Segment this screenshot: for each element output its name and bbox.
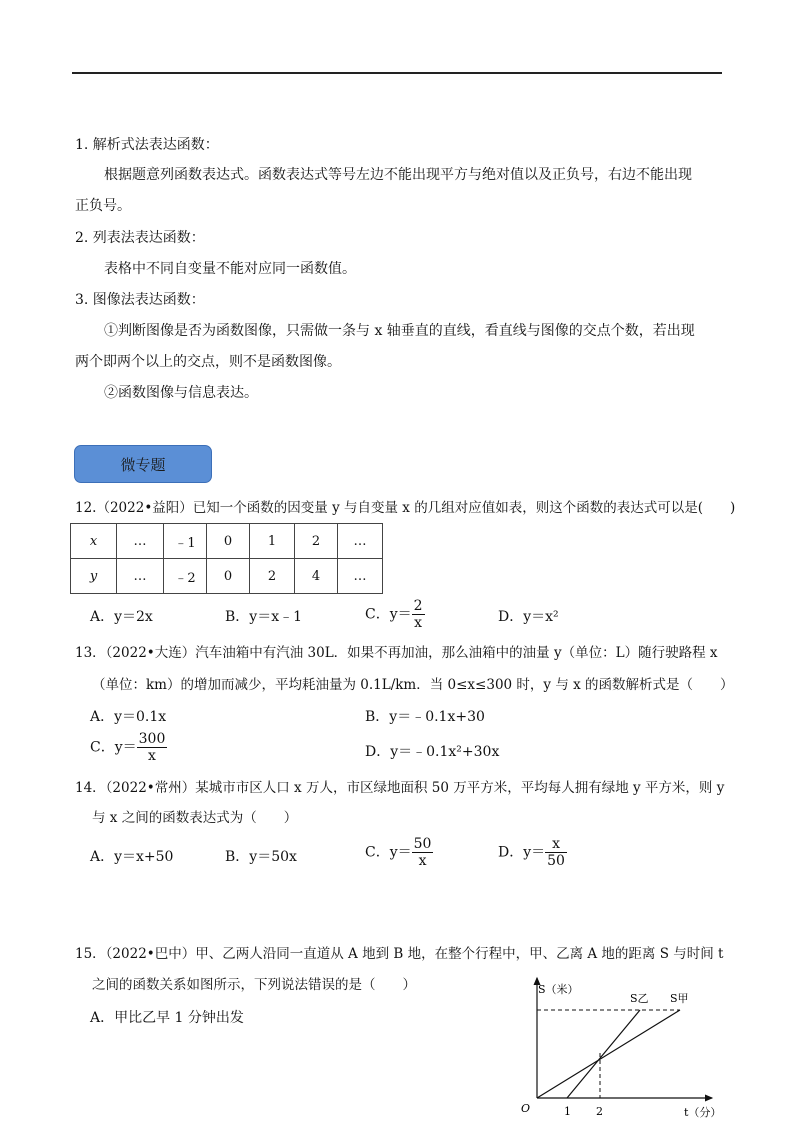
q14-option-c: C．y＝ $\frac{50}{x}$ <box>365 836 432 869</box>
q15-option-a: A．甲比乙早 1 分钟出发 <box>90 1010 244 1026</box>
q12-option-b: B．y＝x﹣1 <box>225 609 302 625</box>
q12-option-d: D．y＝x² <box>498 609 559 625</box>
topic-badge: 微专题 <box>74 445 212 483</box>
q14-option-b: B．y＝50x <box>225 849 297 865</box>
tick-label-1: 1 <box>564 1105 571 1118</box>
section-3-item1-cont: 两个即两个以上的交点，则不是函数图像。 <box>75 354 341 370</box>
tick-label-2: 2 <box>596 1105 603 1118</box>
table-cell: y <box>71 559 117 594</box>
q13-stem: 13．（2022•大连）汽车油箱中有汽油 30L．如果不再加油，那么油箱中的油量 y（单位：L）随行驶路程 x <box>75 645 718 661</box>
section-3-item2: ②函数图像与信息表达。 <box>104 385 258 401</box>
q12-stem: 12.（2022•益阳）已知一个函数的因变量 y 与自变量 x 的几组对应值如表，则这个函数的表达式可以是( ) <box>75 500 736 516</box>
q13-stem-cont: （单位：km）的增加而减少，平均耗油量为 0.1L/km．当 0≤x≤300 时，y 与 x 的函数解析式是（ ） <box>92 677 734 693</box>
section-2-title: 2. 列表法表达函数： <box>75 230 205 246</box>
table-cell: 0 <box>207 559 250 594</box>
table-cell: … <box>338 559 383 594</box>
table-cell: 2 <box>295 524 338 559</box>
table-cell: … <box>117 524 164 559</box>
q14-stem: 14．（2022•常州）某城市市区人口 x 万人，市区绿地面积 50 万平方米，平均每人拥有绿地 y 平方米，则 y <box>75 780 725 796</box>
table-cell: 2 <box>250 559 295 594</box>
table-cell: 0 <box>207 524 250 559</box>
q13-option-c: C．y＝ $\frac{300}{x}$ <box>90 731 166 764</box>
line-s-yi <box>567 1010 640 1098</box>
table-cell: 4 <box>295 559 338 594</box>
table-cell: ﹣1 <box>164 524 207 559</box>
q12-option-a: A．y＝2x <box>90 609 153 625</box>
q14-option-a: A．y＝x+50 <box>90 849 174 865</box>
section-2-body: 表格中不同自变量不能对应同一函数值。 <box>104 261 356 277</box>
q15-stem-cont: 之间的函数关系如图所示，下列说法错误的是（ ） <box>92 977 416 993</box>
q12-option-c: C．y＝ $\frac{2}{x}$ <box>365 598 423 631</box>
table-cell: ﹣2 <box>164 559 207 594</box>
section-3-item1: ①判断图像是否为函数图像，只需做一条与 x 轴垂直的直线，看直线与图像的交点个数，若出现 <box>104 323 695 339</box>
table-cell: 1 <box>250 524 295 559</box>
q13-option-d: D．y＝﹣0.1x²+30x <box>365 744 500 760</box>
s-jia-label: S甲 <box>670 992 689 1005</box>
q15-stem: 15．（2022•巴中）甲、乙两人沿同一直道从 A 地到 B 地，在整个行程中，甲、乙离 A 地的距离 S 与时间 t <box>75 946 724 962</box>
q14-stem-cont: 与 x 之间的函数表达式为（ ） <box>92 810 298 826</box>
table-cell: x <box>71 524 117 559</box>
y-axis-label: S（米） <box>538 983 579 996</box>
table-cell: … <box>338 524 383 559</box>
section-3-title: 3. 图像法表达函数： <box>75 292 205 308</box>
origin-label: O <box>521 1102 531 1115</box>
q13-option-a: A．y＝0.1x <box>90 709 167 725</box>
line-s-jia <box>537 1010 680 1098</box>
table-cell: … <box>117 559 164 594</box>
section-1-body-cont: 正负号。 <box>75 198 131 214</box>
s-yi-label: S乙 <box>630 992 649 1005</box>
q13-option-b: B．y＝﹣0.1x+30 <box>365 709 485 725</box>
section-1-title: 1. 解析式法表达函数： <box>75 137 219 153</box>
section-1-body: 根据题意列函数表达式。函数表达式等号左边不能出现平方与绝对值以及正负号，右边不能出现 <box>104 167 692 183</box>
q14-option-d: D．y＝ $\frac{x}{50}$ <box>498 836 565 869</box>
x-axis-label: t（分） <box>684 1106 722 1119</box>
